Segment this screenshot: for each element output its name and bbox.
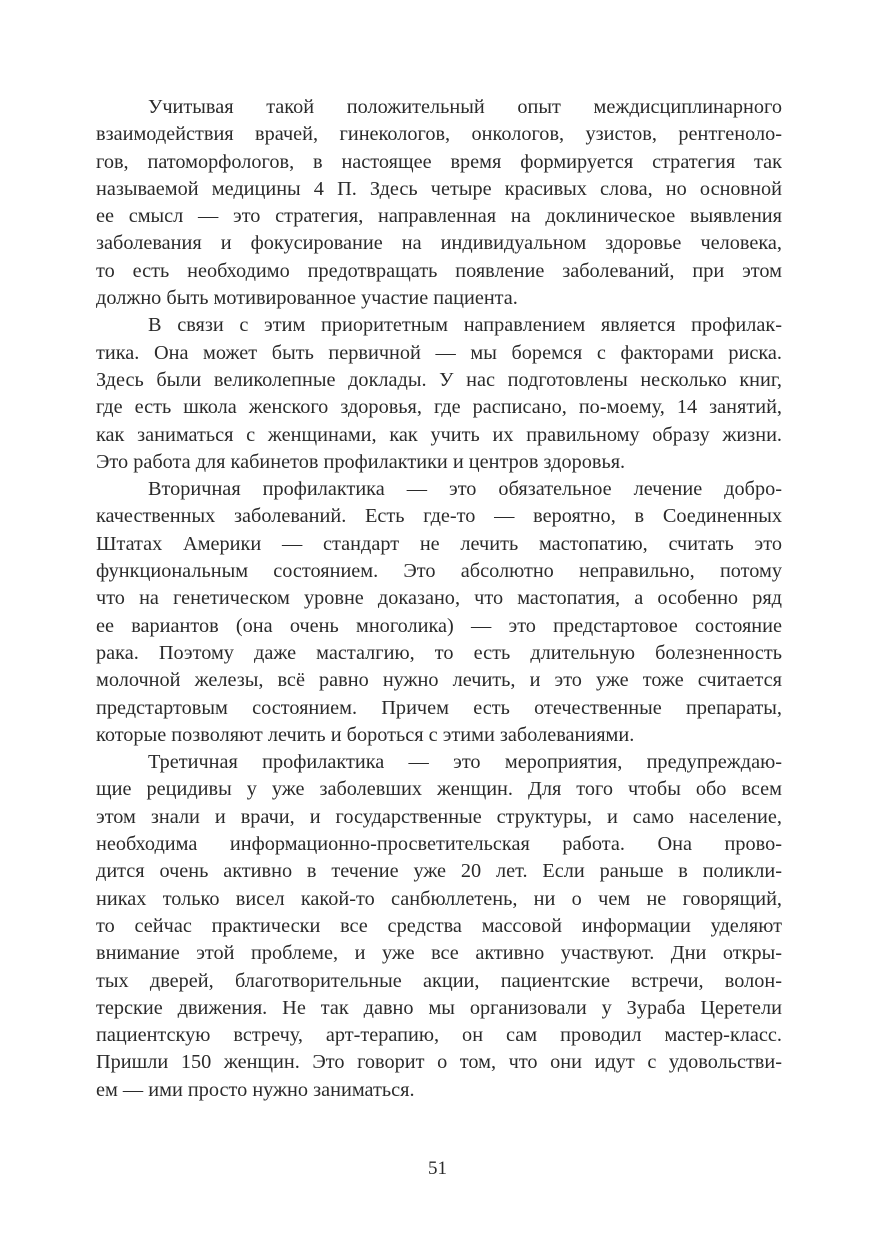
text-line: Здесь были великолепные доклады. У нас подготовлены несколько книг,: [96, 368, 782, 391]
text-line: никах только висел какой-то санбюллетень, ни о чем не говорящий,: [96, 887, 782, 910]
body-text: [96, 94, 782, 1104]
text-line: Пришли 150 женщин. Это говорит о том, что они идут с удовольстви-: [96, 1051, 782, 1074]
text-line: щие рецидивы у уже заболевших женщин. Для того чтобы обо всем: [96, 778, 782, 801]
text-line: гов, патоморфологов, в настоящее время формируется стратегия так: [96, 150, 782, 173]
text-line: молочной железы, всё равно нужно лечить, и это уже тоже считается: [96, 669, 782, 692]
text-line: ее вариантов (она очень многолика) — это предстартовое состояние: [96, 614, 782, 637]
text-line: Третичная профилактика — это мероприятия, предупреждаю-: [148, 751, 782, 774]
text-line: функциональным состоянием. Это абсолютно неправильно, потому: [96, 560, 782, 583]
text-line: этом знали и врачи, и государственные структуры, и само население,: [96, 805, 782, 828]
text-line: необходима информационно-просветительская работа. Она прово-: [96, 833, 782, 856]
text-line: ем — ими просто нужно заниматься.: [96, 1078, 415, 1101]
text-line: которые позволяют лечить и бороться с этими заболеваниями.: [96, 723, 635, 746]
text-line: качественных заболеваний. Есть где-то — вероятно, в Соединенных: [96, 505, 782, 528]
text-line: тика. Она может быть первичной — мы боремся с факторами риска.: [96, 341, 782, 364]
paragraph: [96, 94, 782, 312]
paragraph: [96, 476, 782, 749]
text-line: Вторичная профилактика — это обязательное лечение добро-: [148, 478, 782, 501]
text-line: Учитывая такой положительный опыт междисциплинарного: [148, 96, 782, 118]
text-line: взаимодействия врачей, гинекологов, онкологов, узистов, рентгеноло-: [96, 123, 782, 146]
text-line: ее смысл — это стратегия, направленная на доклиническое выявления: [96, 205, 782, 228]
text-line: Это работа для кабинетов профилактики и центров здоровья.: [96, 450, 626, 473]
text-line: где есть школа женского здоровья, где расписано, по-моему, 14 занятий,: [96, 396, 782, 419]
page-number: 51: [428, 1158, 447, 1179]
text-line: тых дверей, благотворительные акции, пациентские встречи, волон-: [96, 969, 782, 992]
text-line: предстартовым состоянием. Причем есть отечественные препараты,: [96, 696, 782, 719]
text-line: внимание этой проблеме, и уже все активно участвуют. Дни откры-: [96, 942, 782, 965]
text-line: заболевания и фокусирование на индивидуальном здоровье человека,: [96, 232, 782, 255]
text-line: пациентскую встречу, арт-терапию, он сам проводил мастер-класс.: [96, 1024, 782, 1047]
text-line: как заниматься с женщинами, как учить их правильному образу жизни.: [96, 423, 782, 446]
paragraph: [96, 312, 782, 476]
text-line: что на генетическом уровне доказано, что мастопатия, а особенно ряд: [96, 587, 782, 610]
text-line: терские движения. Не так давно мы организовали у Зураба Церетели: [96, 996, 782, 1019]
text-line: то есть необходимо предотвращать появление заболеваний, при этом: [96, 259, 782, 282]
text-line: рака. Поэтому даже масталгию, то есть длительную болезненность: [96, 641, 782, 664]
text-line: называемой медицины 4 П. Здесь четыре красивых слова, но основной: [96, 177, 782, 200]
text-line: Штатах Америки — стандарт не лечить мастопатию, считать это: [96, 532, 782, 555]
text-line: дится очень активно в течение уже 20 лет. Если раньше в поликли-: [96, 860, 782, 883]
text-line: то сейчас практически все средства массовой информации уделяют: [96, 914, 782, 937]
paragraph: [96, 749, 782, 1104]
text-line: В связи с этим приоритетным направлением является профилак-: [148, 314, 782, 337]
text-line: должно быть мотивированное участие пациента.: [96, 287, 518, 310]
